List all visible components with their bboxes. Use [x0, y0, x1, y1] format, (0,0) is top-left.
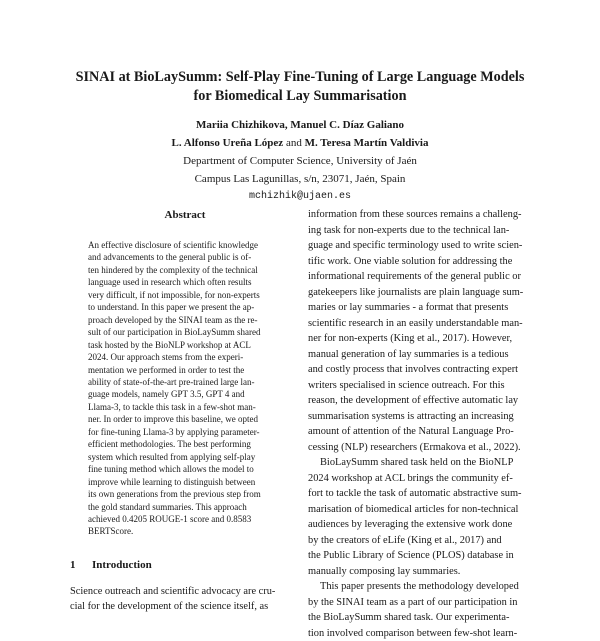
body-text-line: tion involved comparison between few-shot learn- — [308, 626, 536, 641]
abstract-line: Llama-3, to tackle this task in a few-shot man- — [70, 401, 300, 413]
abstract-line: achieved 0.4205 ROUGE-1 score and 0.8583 — [70, 513, 300, 525]
paper-title — [40, 68, 560, 106]
abstract-line: its own generations from the previous step from — [70, 488, 300, 500]
body-text-line: information from these sources remains a challeng- — [308, 207, 536, 223]
body-text-line: Science outreach and scientific advocacy are cru- — [70, 584, 300, 600]
abstract-line: ability of state-of-the-art pre-trained large lan- — [70, 376, 300, 388]
body-text-line: writers specialised in science outreach. For this — [308, 378, 536, 394]
body-text-line: fort to tackle the task of automatic abstractive sum- — [308, 486, 536, 502]
body-text-line: maries or lay summaries - a format that presents — [308, 300, 536, 316]
abstract-line: proach developed by the SINAI team as the re- — [70, 314, 300, 326]
abstract-line: ner. In order to improve this baseline, we opted — [70, 413, 300, 425]
abstract-line: 2024. Our approach stems from the experi- — [70, 351, 300, 363]
author-line — [40, 134, 560, 152]
abstract-line: efficient methodologies. The best performing — [70, 438, 300, 450]
abstract-line: improve while learning to distinguish between — [70, 476, 300, 488]
abstract-line: An effective disclosure of scientific knowledge — [70, 239, 300, 251]
abstract-line: the gold standard summaries. This approach — [70, 501, 300, 513]
body-text-line: audiences by leveraging the extensive work done — [308, 517, 536, 533]
body-text-line: cessing (NLP) researchers (Ermakova et al., 2022). — [308, 440, 536, 456]
left-column — [70, 208, 300, 615]
affiliation-line: Campus Las Lagunillas, s/n, 23071, Jaén, Spain — [40, 170, 560, 188]
abstract-line: task hosted by the BioNLP workshop at ACL — [70, 339, 300, 351]
body-text-line: 2024 workshop at ACL brings the community ef- — [308, 471, 536, 487]
body-text-line: the Public Library of Science (PLOS) database in — [308, 548, 536, 564]
abstract-line: ten hindered by the complexity of the technical — [70, 264, 300, 276]
body-text-line: manually composing lay summaries. — [308, 564, 536, 580]
abstract-line: and advancements to the general public is of- — [70, 251, 300, 263]
introduction-body — [70, 584, 300, 615]
body-text-line: tific work. One viable solution for addressing the — [308, 254, 536, 270]
abstract-line: for fine-tuning Llama-3 by applying parameter- — [70, 426, 300, 438]
body-text-line: by the SINAI team as a part of our participation in — [308, 595, 536, 611]
body-text-line: scientific research in an easily understandable man- — [308, 316, 536, 332]
body-text-line: summarisation systems is attracting an increasing — [308, 409, 536, 425]
abstract-line: guage models, namely GPT 3.5, GPT 4 and — [70, 388, 300, 400]
abstract-line: system which resulted from applying self-play — [70, 451, 300, 463]
paper-title-line: SINAI at BioLaySumm: Self-Play Fine-Tuning of Large Language Models — [40, 68, 560, 87]
body-text-line: cial for the development of the science itself, as — [70, 599, 300, 615]
author-name: L. Alfonso Ureña López — [172, 137, 284, 149]
paper-title-line: for Biomedical Lay Summarisation — [40, 87, 560, 106]
body-text-line: the BioLaySumm shared task. Our experimenta- — [308, 610, 536, 626]
body-text-line: guage and specific terminology used to write scien- — [308, 238, 536, 254]
author-block — [40, 116, 560, 206]
author-email: mchizhik@ujaen.es — [40, 188, 560, 206]
author-name: Manuel C. Díaz Galiano — [290, 119, 404, 131]
body-text-line: marisation of biomedical articles for non-technical — [308, 502, 536, 518]
section-title: Introduction — [92, 559, 152, 571]
author-conjunction: and — [286, 137, 302, 149]
body-text-line: reason, the development of effective automatic lay — [308, 393, 536, 409]
abstract-body — [70, 239, 300, 538]
affiliation-line: Department of Computer Science, University of Jaén — [40, 152, 560, 170]
author-line: Mariia Chizhikova, Manuel C. Díaz Galiano — [40, 116, 560, 134]
abstract-line: BERTScore. — [70, 525, 300, 537]
section-heading-introduction — [70, 558, 300, 572]
abstract-line: very difficult, if not impossible, for non-experts — [70, 289, 300, 301]
author-name: M. Teresa Martín Valdivia — [305, 137, 429, 149]
body-text-line: gatekeepers like journalists are plain language sum- — [308, 285, 536, 301]
abstract-line: language used in research which often results — [70, 276, 300, 288]
body-text-line: by the creators of eLife (King et al., 2017) and — [308, 533, 536, 549]
abstract-line: fine tuning method which allows the model to — [70, 463, 300, 475]
abstract-line: mentation we performed in order to test the — [70, 364, 300, 376]
body-text-line: amount of attention of the Natural Language Pro- — [308, 424, 536, 440]
section-number: 1 — [70, 558, 92, 572]
right-column — [308, 207, 536, 641]
abstract-line: to understand. In this paper we present the ap- — [70, 301, 300, 313]
abstract-line: sult of our participation in BioLaySumm shared — [70, 326, 300, 338]
body-text-line: and costly process that involves contracting expert — [308, 362, 536, 378]
body-text-line: manual generation of lay summaries is a tedious — [308, 347, 536, 363]
body-text-line: BioLaySumm shared task held on the BioNLP — [308, 455, 536, 471]
body-text-line: informational requirements of the general public or — [308, 269, 536, 285]
body-text-line: ing task for non-experts due to the technical lan- — [308, 223, 536, 239]
author-name: Mariia Chizhikova — [196, 119, 285, 131]
body-text-line: ner for non-experts (King et al., 2017). However, — [308, 331, 536, 347]
abstract-heading: Abstract — [70, 208, 300, 222]
body-text-line: This paper presents the methodology developed — [308, 579, 536, 595]
